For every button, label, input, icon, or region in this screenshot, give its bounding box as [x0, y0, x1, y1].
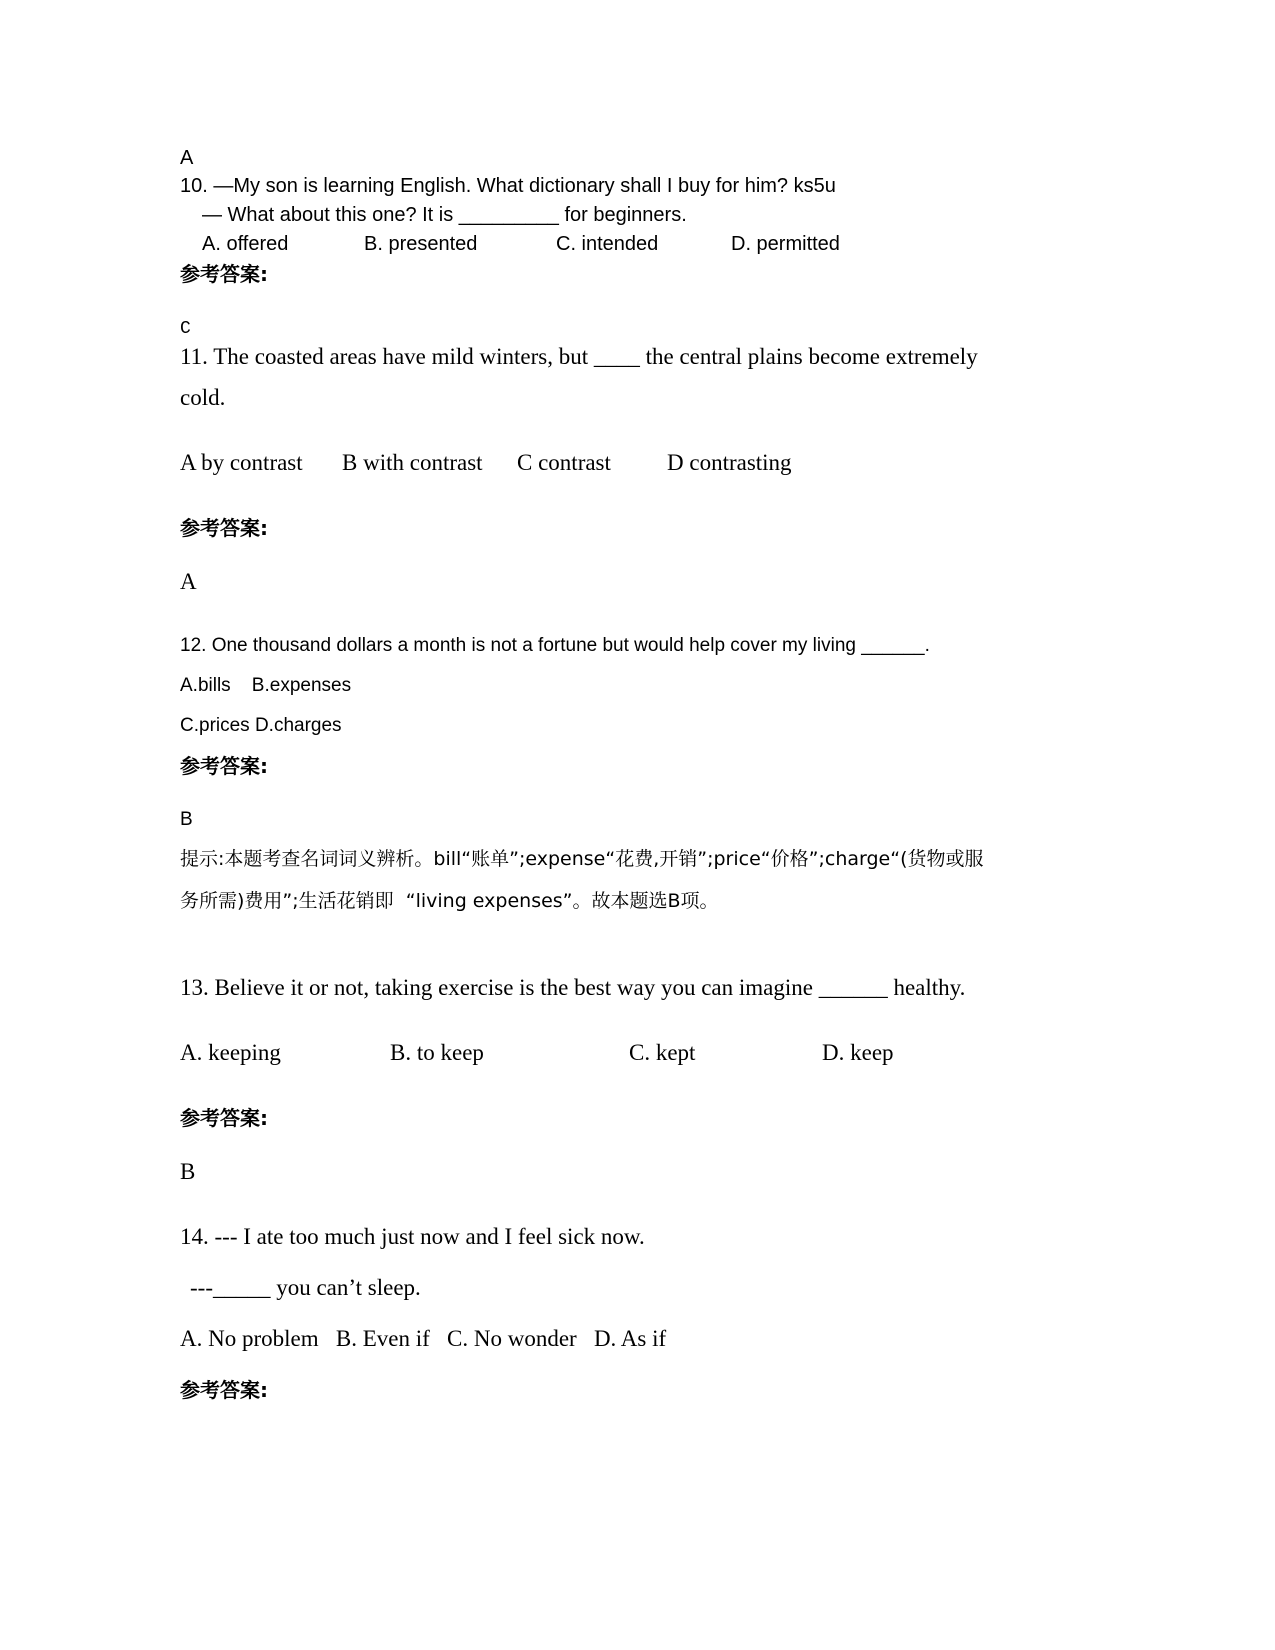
q13-answer: B — [180, 1159, 196, 1184]
q14-answer-label: 参考答案: — [180, 1378, 268, 1402]
q14-stem-line2: ---_____ you can’t sleep. — [190, 1275, 421, 1300]
q10-stem-line1: 10. —My son is learning English. What dictionary shall I buy for him? ks5u — [180, 175, 836, 197]
q11-option-c: C contrast — [517, 450, 611, 475]
q13-option-b: B. to keep — [390, 1040, 484, 1065]
q9-answer: A — [180, 147, 194, 169]
q11-stem-line1: 11. The coasted areas have mild winters, but ____ the central plains become extremely — [180, 344, 978, 369]
q13-option-d: D. keep — [822, 1040, 894, 1065]
q11-answer: A — [180, 569, 197, 594]
q10-answer: C — [180, 319, 191, 339]
q11-stem-line2: cold. — [180, 385, 226, 410]
q13-stem: 13. Believe it or not, taking exercise is the best way you can imagine ______ healthy. — [180, 975, 966, 1000]
q10-option-c: C. intended — [556, 233, 659, 255]
q14-options: A. No problem B. Even if C. No wonder D. As if — [180, 1326, 667, 1351]
q12-answer: B — [180, 809, 193, 830]
q12-hint-line2: 务所需)费用”;生活花销即 “living expenses”。故本题选B项。 — [180, 890, 719, 912]
q11-option-d: D contrasting — [667, 450, 792, 475]
q10-answer-label: 参考答案: — [180, 262, 268, 286]
q11-option-a: A by contrast — [180, 450, 303, 475]
q11-answer-label: 参考答案: — [180, 516, 268, 540]
q10-option-b: B. presented — [364, 233, 478, 255]
q12-hint-line1: 提示:本题考查名词词义辨析。bill“账单”;expense“花费,开销”;price“价格”;charge“(货物或服 — [180, 848, 984, 870]
q10-option-d: D. permitted — [731, 233, 840, 255]
q11-option-b: B with contrast — [342, 450, 483, 475]
q13-answer-label: 参考答案: — [180, 1106, 268, 1130]
q13-option-a: A. keeping — [180, 1040, 281, 1065]
q13-option-c: C. kept — [629, 1040, 696, 1065]
q14-stem-line1: 14. --- I ate too much just now and I feel sick now. — [180, 1224, 645, 1249]
q10-option-a: A. offered — [202, 233, 289, 255]
q12-answer-label: 参考答案: — [180, 754, 268, 778]
q10-stem-line2: — What about this one? It is _________ for beginners. — [202, 204, 687, 226]
q12-options-line1: A.bills B.expenses — [180, 675, 352, 696]
q12-options-line2: C.prices D.charges — [180, 715, 342, 736]
q12-stem: 12. One thousand dollars a month is not a fortune but would help cover my living ______. — [180, 635, 930, 656]
